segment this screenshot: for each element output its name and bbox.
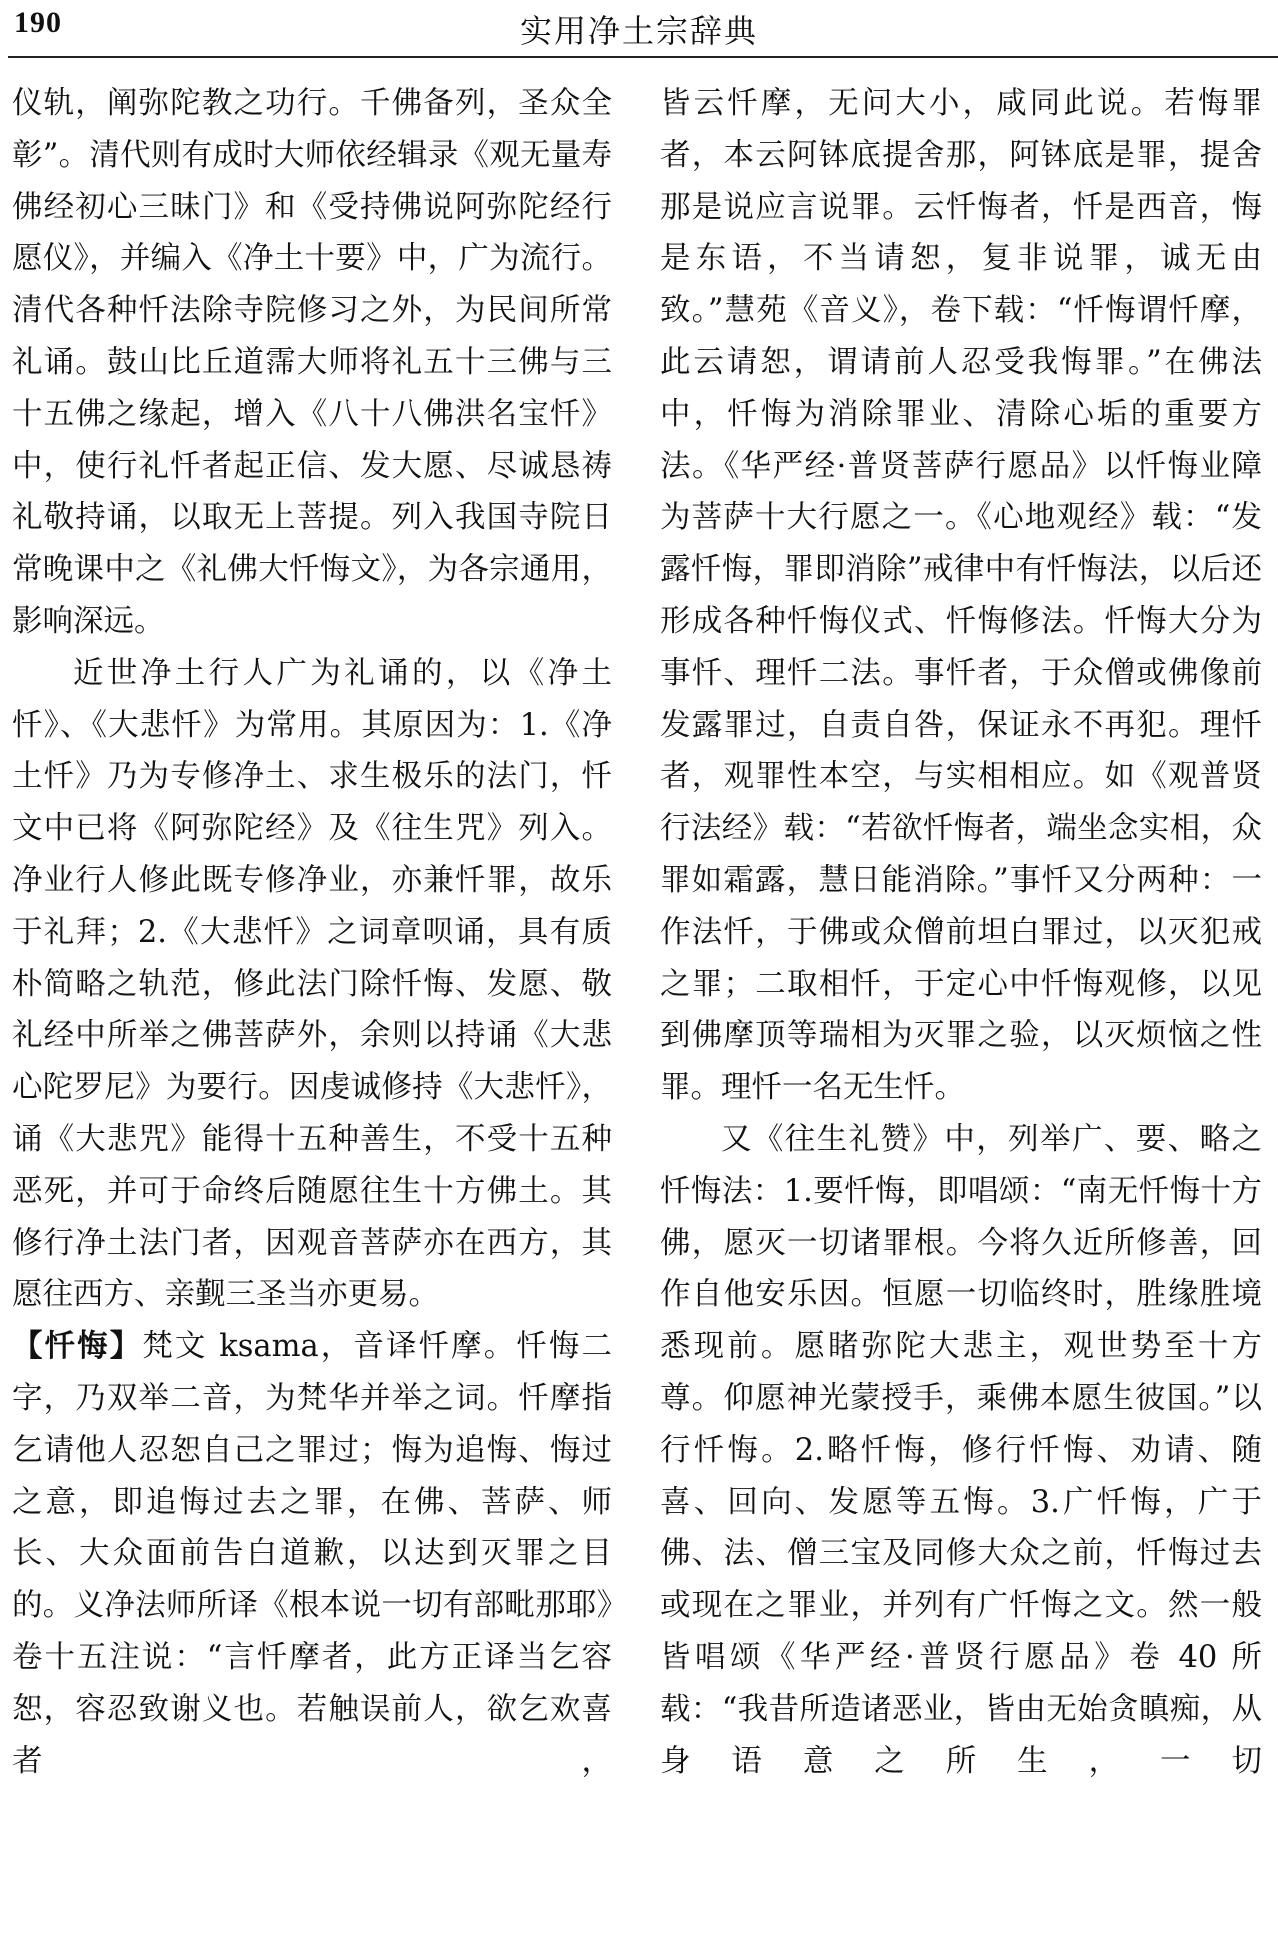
- entry-headword: 【忏悔】: [12, 1328, 143, 1365]
- right-paragraph-2: 又《往生礼赞》中，列举广、要、略之忏悔法：1.要忏悔，即唱颂：“南无忏悔十方佛，愿灭一切诸罪根。今将久近所修善，回作自他安乐因。恒愿一切临终时，胜缘胜境悉现前。愿睹弥陀大悲主，观世势至十方尊。仰愿神光蒙授手，乘佛本愿生彼国。”以行忏悔。2.略忏悔，修行忏悔、劝请、随喜、回向、发愿等五悔。3.广忏悔，广于佛、法、僧三宝及同修大众之前，忏悔过去或现在之罪业，并列有广忏悔之文。然一般皆唱颂《华严经·普贤行愿品》卷 40 所载：“我昔所造诸恶业，皆由无始贪瞋痴，从身语意之所生，一切: [660, 1121, 1262, 1779]
- page-header: [0, 0, 1278, 66]
- running-title: 实用净土宗辞典: [519, 12, 758, 50]
- page-number: 190: [14, 6, 62, 39]
- left-paragraph-1: 仪轨，阐弥陀教之功行。千佛备列，圣众全彰”。清代则有成时大师依经辑录《观无量寿佛经初心三昧门》和《受持佛说阿弥陀经行愿仪》，并编入《净土十要》中，广为流行。清代各种忏法除寺院修习之外，为民间所常礼诵。鼓山比丘道霈大师将礼五十三佛与三十五佛之缘起，增入《八十八佛洪名宝忏》中，使行礼忏者起正信、发大愿、尽诚恳祷礼敬持诵，以取无上菩提。列入我国寺院日常晚课中之《礼佛大忏悔文》，为各宗通用，影响深远。: [12, 86, 612, 639]
- entry-text: 梵文 ksama，音译忏摩。忏悔二字，乃双举二音，为梵华并举之词。忏摩指乞请他人忍恕自己之罪过；悔为追悔、悔过之意，即追悔过去之罪，在佛、菩萨、师长、大众面前告白道歉，以达到灭罪之目的。义净法师所译《根本说一切有部毗那耶》卷十五注说：“言忏摩者，此方正译当乞容恕，容忍致谢义也。若触误前人，欲乞欢喜者，: [12, 1329, 612, 1779]
- left-paragraph-2: 近世净土行人广为礼诵的，以《净土忏》、《大悲忏》为常用。其原因为：1.《净土忏》乃为专修净土、求生极乐的法门，忏文中已将《阿弥陀经》及《往生咒》列入。净业行人修此既专修净业，亦兼忏罪，故乐于礼拜；2.《大悲忏》之词章呗诵，具有质朴简略之轨范，修此法门除忏悔、发愿、敬礼经中所举之佛菩萨外，余则以持诵《大悲心陀罗尼》为要行。因虔诚修持《大悲忏》，诵《大悲咒》能得十五种善生，不受十五种恶死，并可于命终后随愿往生十方佛土。其修行净土法门者，因观音菩萨亦在西方，其愿往西方、亲觐三圣当亦更易。: [12, 655, 612, 1313]
- right-column: [660, 78, 1262, 1787]
- right-paragraph-1: 皆云忏摩，无问大小，咸同此说。若悔罪者，本云阿钵底提舍那，阿钵底是罪，提舍那是说应言说罪。云忏悔者，忏是西音，悔是东语，不当请恕，复非说罪，诚无由致。”慧苑《音义》，卷下载：“忏悔谓忏摩，此云请恕，谓请前人忍受我悔罪。”在佛法中，忏悔为消除罪业、清除心垢的重要方法。《华严经·普贤菩萨行愿品》以忏悔业障为菩萨十大行愿之一。《心地观经》载：“发露忏悔，罪即消除”戒律中有忏悔法，以后还形成各种忏悔仪式、忏悔修法。忏悔大分为事忏、理忏二法。事忏者，于众僧或佛像前发露罪过，自责自咎，保证永不再犯。理忏者，观罪性本空，与实相相应。如《观普贤行法经》载：“若欲忏悔者，端坐念实相，众罪如霜露，慧日能消除。”事忏又分两种：一作法忏，于佛或众僧前坦白罪过，以灭犯戒之罪；二取相忏，于定心中忏悔观修，以见到佛摩顶等瑞相为灭罪之验，以灭烦恼之性罪。理忏一名无生忏。: [660, 86, 1262, 1106]
- left-column: [12, 78, 612, 1787]
- entry-paragraph: [12, 1321, 612, 1787]
- header-rule: [8, 56, 1278, 58]
